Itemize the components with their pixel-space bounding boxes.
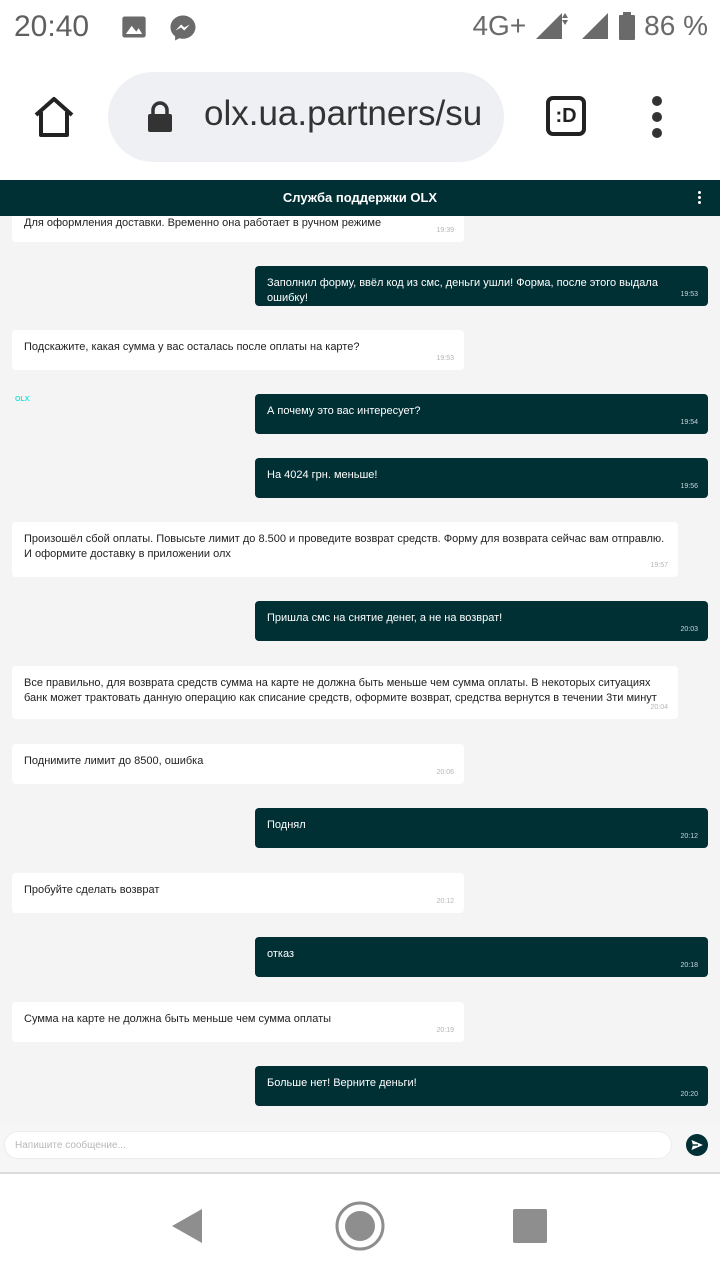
message-time: 19:54	[680, 419, 698, 426]
message-time: 20:12	[436, 898, 454, 905]
system-nav-bar	[0, 1174, 720, 1280]
message-outgoing	[255, 937, 708, 977]
message-time: 20:06	[436, 769, 454, 776]
message-time: 20:19	[436, 1027, 454, 1034]
tab-switcher-button[interactable]: :D	[546, 96, 586, 136]
message-incoming	[12, 330, 464, 370]
message-text: Пробуйте сделать возврат	[24, 884, 160, 896]
message-time: 19:57	[650, 562, 668, 569]
message-incoming	[12, 216, 464, 242]
back-icon[interactable]	[168, 1206, 208, 1246]
chat-header	[0, 180, 720, 216]
url-text[interactable]: olx.ua.partners/su	[204, 94, 483, 133]
messenger-icon	[168, 13, 198, 43]
message-outgoing	[255, 601, 708, 641]
message-outgoing	[255, 808, 708, 848]
message-incoming	[12, 666, 678, 719]
message-input-wrapper	[4, 1131, 672, 1159]
message-text: Заполнил форму, ввёл код из смс, деньги ушли! Форма, после этого выдала ошибку!	[267, 277, 658, 304]
home-icon[interactable]	[30, 93, 78, 141]
message-incoming	[12, 744, 464, 784]
message-outgoing	[255, 394, 708, 434]
message-composer	[0, 1124, 720, 1172]
url-bar[interactable]	[108, 72, 504, 162]
message-text: Для оформления доставки. Временно она работает в ручном режиме	[24, 217, 382, 229]
signal-icon-2	[580, 11, 610, 41]
message-outgoing	[255, 1066, 708, 1106]
message-text: Пришла смс на снятие денег, а не на возврат!	[267, 612, 503, 624]
chat-title: Служба поддержки OLX	[282, 190, 438, 205]
message-text: Произошёл сбой оплаты. Повысьте лимит до 8.500 и проведите возврат средств. Форму для возврата сейчас вам отправлю. И оформите доставку в приложении олх	[24, 533, 665, 560]
browser-menu-icon[interactable]	[648, 96, 666, 140]
message-incoming	[12, 1002, 464, 1042]
message-time: 19:53	[436, 355, 454, 362]
message-time: 20:03	[680, 626, 698, 633]
message-text: А почему это вас интересует?	[267, 405, 421, 417]
message-text: Больше нет! Верните деньги!	[267, 1077, 417, 1089]
message-time: 20:18	[680, 962, 698, 969]
message-time: 20:04	[650, 704, 668, 711]
message-time: 19:39	[436, 227, 454, 234]
message-text: Все правильно, для возврата средств сумма на карте не должна быть меньше чем сумма оплаты. В некоторых ситуациях банк может трактовать данную операцию как списание средств, оформите возврат, средства вернутся в течении 3ти минут	[24, 677, 657, 704]
message-text: Поднимите лимит до 8500, ошибка	[24, 755, 204, 767]
network-type: 4G+	[472, 10, 527, 41]
message-time: 20:20	[680, 1091, 698, 1098]
message-input[interactable]	[5, 1132, 671, 1158]
image-icon	[120, 13, 148, 41]
message-outgoing	[255, 458, 708, 498]
chat-messages[interactable]	[0, 216, 720, 1124]
home-nav-icon[interactable]	[334, 1200, 386, 1252]
status-time: 20:40	[14, 10, 90, 43]
message-time: 19:53	[680, 291, 698, 298]
message-incoming	[12, 873, 464, 913]
battery-percent: 86 %	[644, 10, 708, 41]
battery-icon	[618, 11, 636, 41]
olx-avatar: OLX	[15, 396, 30, 403]
message-incoming	[12, 522, 678, 577]
message-text: На 4024 грн. меньше!	[267, 469, 378, 481]
message-outgoing	[255, 266, 708, 306]
message-time: 20:12	[680, 833, 698, 840]
lock-icon	[146, 100, 174, 134]
send-icon[interactable]	[685, 1133, 709, 1157]
message-text: Подскажите, какая сумма у вас осталась после оплаты на карте?	[24, 341, 360, 353]
status-bar	[0, 0, 720, 58]
message-text: Поднял	[267, 819, 306, 831]
message-text: Сумма на карте не должна быть меньше чем сумма оплаты	[24, 1013, 332, 1025]
signal-icon	[534, 11, 572, 41]
recents-icon[interactable]	[512, 1208, 548, 1244]
chat-menu-icon[interactable]	[698, 191, 702, 206]
browser-toolbar	[0, 58, 720, 180]
message-time: 19:56	[680, 483, 698, 490]
message-text: отказ	[267, 948, 295, 960]
